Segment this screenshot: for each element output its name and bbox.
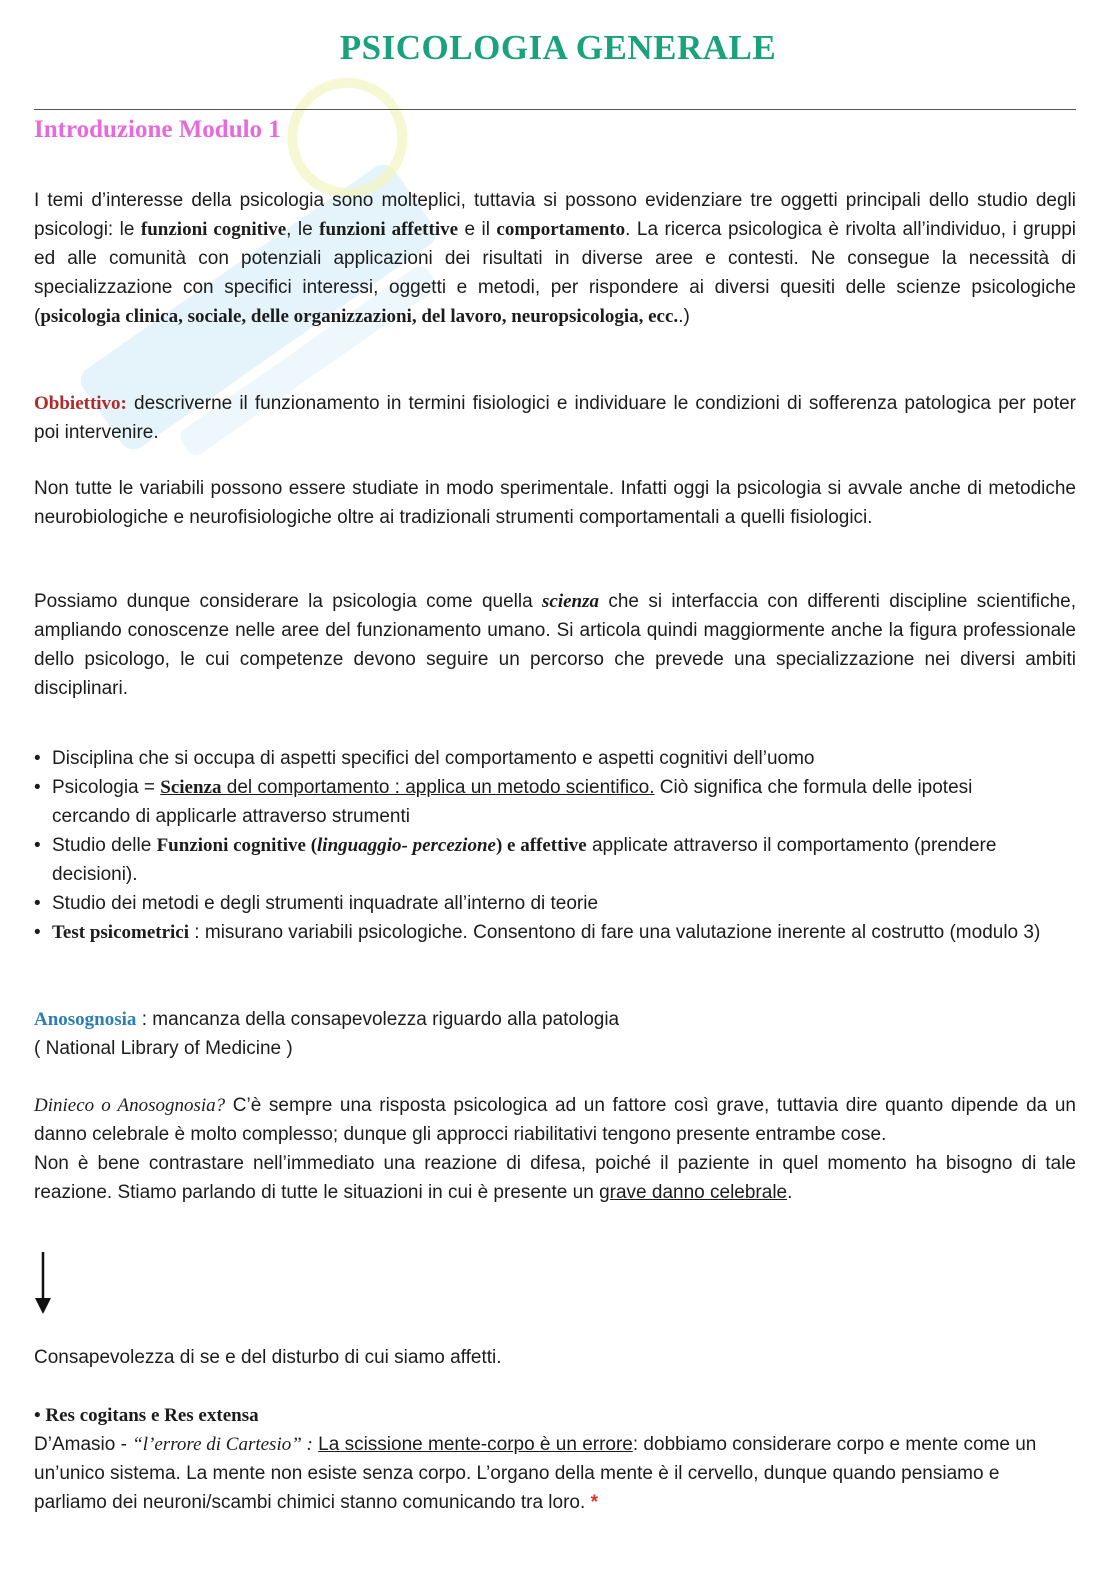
question-dinieco: Dinieco o Anosognosia? [34, 1095, 226, 1116]
res-section: • Res cogitans e Res extensa D’Amasio - “l’errore di Cartesio” : La scissione mente-corpo è un errore: dobbiamo considerare corpo e mente come un un’unico sistema. La mente non esiste senza corpo. L’organo della mente è il cervello, dunque quando pensiamo e parliamo dei neuroni/scambi chimici stanno comunicando tra loro. * [34, 1405, 1037, 1513]
objective-paragraph: Obbiettivo: descriverne il funzionamento in termini fisiologici e individuare le condizioni di sofferenza patologica per poter poi intervenire. [34, 393, 1076, 443]
list-item: • Studio dei metodi e degli strumenti inquadrate all’interno di teorie [34, 889, 1054, 918]
list-item: • Disciplina che si occupa di aspetti specifici del comportamento e aspetti cognitivi dell’uomo [34, 744, 1054, 773]
term-funzioni-affettive: funzioni affettive [319, 219, 459, 240]
term-scienza: scienza [542, 591, 600, 612]
science-paragraph: Possiamo dunque considerare la psicologia come quella scienza che si interfaccia con differenti discipline scientifiche, ampliando conoscenze nelle aree del funzionamento umano. Si articola quindi maggiormente anche la figura professionale dello psicologo, le cui competenze devono seguire un percorso che prevede una specializzazione nei diversi ambiti disciplinari. [34, 591, 1076, 699]
title-divider [34, 109, 1076, 110]
variables-paragraph: Non tutte le variabili possono essere studiate in modo sperimentale. Infatti oggi la psicologia si avvale anche di metodiche neurobiologiche e neurofisiologiche oltre ai tradizionali strumenti comportamentali a quelli fisiologici. [34, 478, 1076, 528]
down-arrow-icon [33, 1252, 53, 1316]
dinieco-paragraph: Dinieco o Anosognosia? C’è sempre una risposta psicologica ad un fattore così grave, tuttavia dire quanto dipende da un danno celebrale è molto complesso; dunque gli approcci riabilitativi tengono presente entrambe cose. Non è bene contrastare nell’immediato una reazione di difesa, poiché il paziente in quel momento ha bisogno di tale reazione. Stiamo parlando di tutte le situazioni in cui è presente un grave danno celebrale. [34, 1095, 1076, 1203]
list-item: • Studio delle Funzioni cognitive (linguaggio- percezione) e affettive applicate attraverso il comportamento (prendere decisioni). [34, 831, 1054, 889]
list-item: • Test psicometrici : misurano variabili psicologiche. Consentono di fare una valutazione inerente al costrutto (modulo 3) [34, 918, 1054, 947]
book-title-quote: “l’errore di Cartesio” : [132, 1434, 313, 1455]
term-grave-danno: grave danno celebrale [599, 1182, 788, 1203]
asterisk-marker: * [590, 1492, 598, 1513]
term-fields-list: psicologia clinica, sociale, delle organizzazioni, del lavoro, neuropsicologia, ecc. [40, 306, 679, 327]
page-title: PSICOLOGIA GENERALE [339, 28, 777, 67]
intro-paragraph: I temi d’interesse della psicologia sono molteplici, tuttavia si possono evidenziare tre oggetti principali dello studio degli psicologi: le funzioni cognitive, le funzioni affettive e il comportamento. La ricerca psicologica è rivolta all’individuo, i gruppi ed alle comunità con potenziali applicazioni dei risultati in diverse aree e contesti. Ne consegue la necessità di specializzazione con specifici interessi, oggetti e metodi, per rispondere ai diversi quesiti delle scienze psicologiche (psicologia clinica, sociale, delle organizzazioni, del lavoro, neuropsicologia, ecc..) [34, 190, 1076, 327]
source-citation: ( National Library of Medicine ) [34, 1038, 293, 1059]
bullet-list [34, 744, 1054, 947]
term-comportamento: comportamento [496, 219, 626, 240]
term-funzioni-cognitive: funzioni cognitive [140, 219, 287, 240]
list-item: • Psicologia = Scienza del comportamento : applica un metodo scientifico. Ciò significa che formula delle ipotesi cercando di applicarle attraverso strumenti [34, 773, 1054, 831]
awareness-line: Consapevolezza di se e del disturbo di cui siamo affetti. [34, 1347, 502, 1368]
mind-body-statement: La scissione mente-corpo è un errore [318, 1434, 633, 1455]
term-anosognosia: Anosognosia [34, 1009, 137, 1030]
section-heading: Introduzione Modulo 1 [34, 116, 281, 143]
res-heading: • Res cogitans e Res extensa [34, 1405, 259, 1426]
objective-label: Obbiettivo: [34, 393, 127, 414]
anosognosia-definition: Anosognosia : mancanza della consapevolezza riguardo alla patologia ( National Library of Medicine ) [34, 1009, 620, 1059]
